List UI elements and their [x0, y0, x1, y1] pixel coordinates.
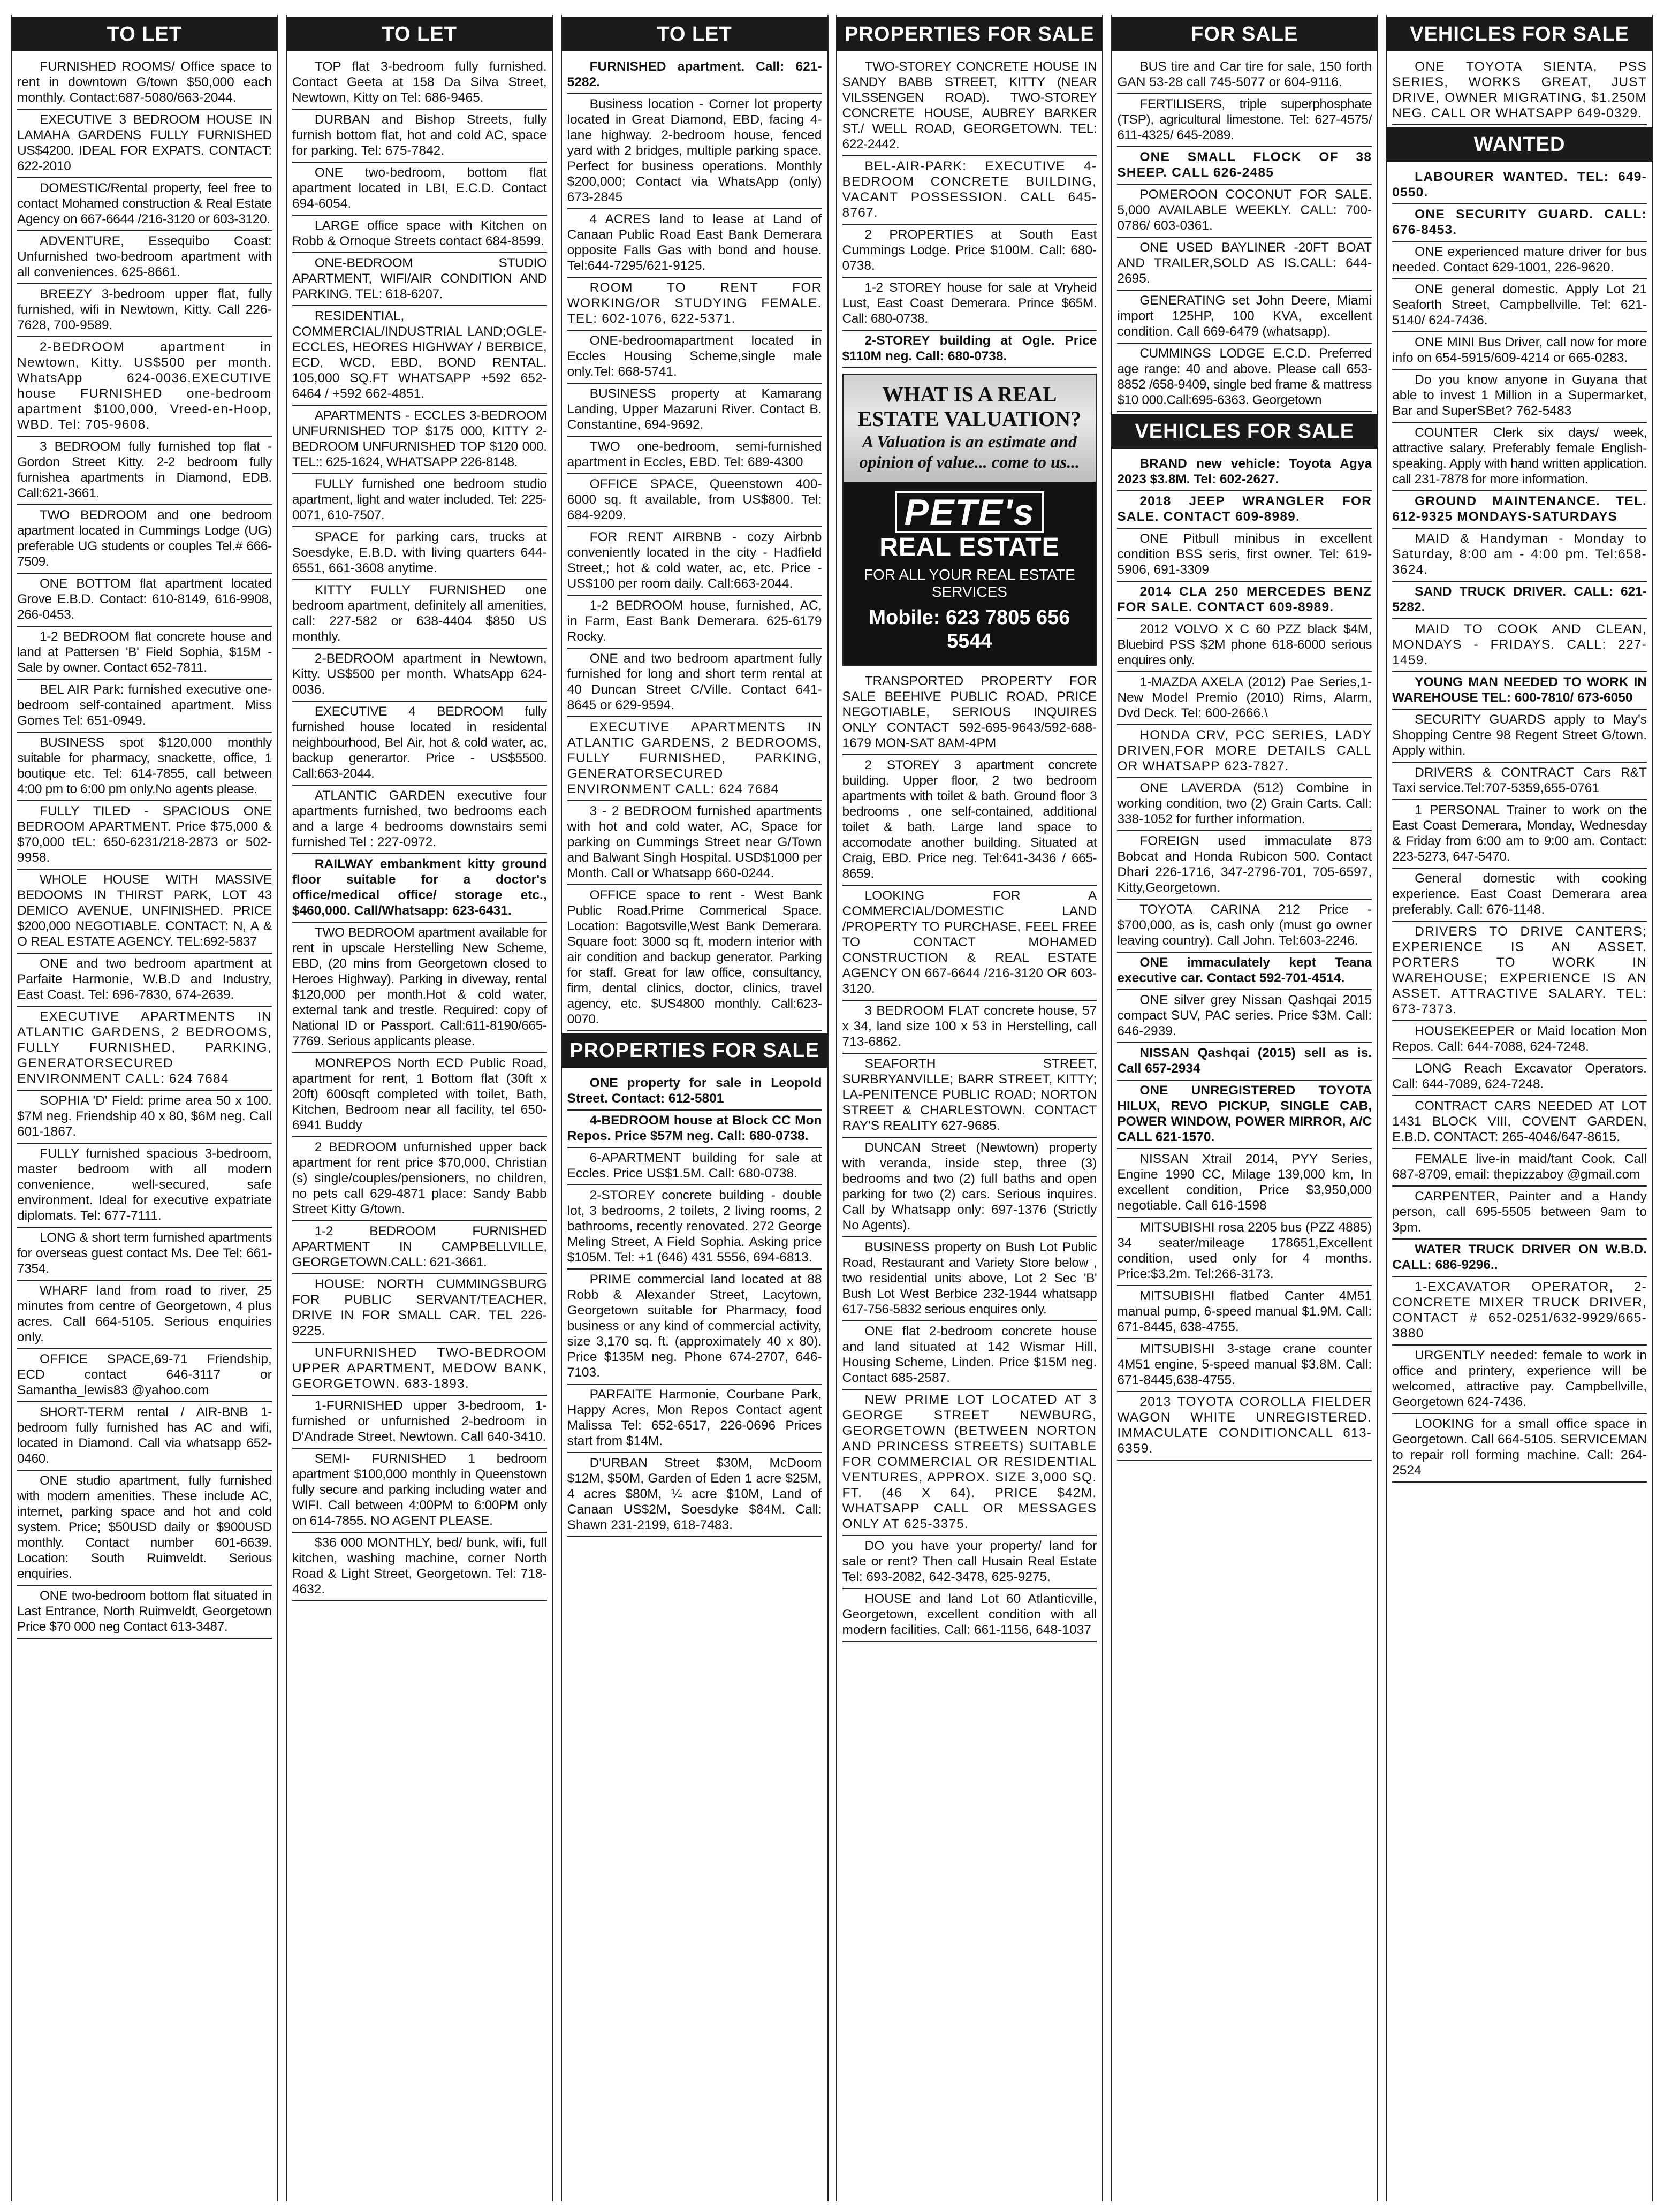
- classified-ad: OFFICE SPACE, Queenstown 400-6000 sq. ft available, from US$800. Tel: 684-9209.: [567, 474, 822, 527]
- classified-ad: 2 BEDROOM unfurnished upper back apartment for rent price $70,000, Christian (s) single/couples/pensioners, no children, no pets call 629-4871 place: Sandy Babb Street Kitty G/town.: [292, 1137, 547, 1221]
- classified-ad: FOR RENT AIRBNB - cozy Airbnb conveniently located in the city - Hadfield Street,; hot & cold water, ac, etc. Price - US$100 per room daily. Call:663-2044.: [567, 527, 822, 596]
- classified-ad: ROOM TO RENT FOR WORKING/OR STUDYING FEMALE. TEL: 602-1076, 622-5371.: [567, 278, 822, 331]
- classified-ad: 3 BEDROOM fully furnished top flat - Gordon Street Kitty. 2-2 bedroom fully furnishea apartments in Diamond, EDB. Call:621-3661.: [17, 437, 272, 505]
- classified-ad: FERTILISERS, triple superphosphate (TSP), agricultural limestone. Tel: 627-4575/ 611-4325/ 645-2089.: [1117, 94, 1372, 147]
- classified-ad: FEMALE live-in maid/tant Cook. Call 687-8709, email: thepizzaboy @gmail.com: [1392, 1149, 1647, 1187]
- classified-ad: TRANSPORTED PROPERTY FOR SALE BEEHIVE PUBLIC ROAD, PRICE NEGOTIABLE, SERIOUS INQUIRES ONLY CONTACT 592-695-9643/592-688-1679 MON-SAT 8AM-4PM: [842, 671, 1097, 755]
- classified-ad: EXECUTIVE 4 BEDROOM fully furnished house located in residental neighbourhood, Bel Air, hot & cold water, ac, backup generartor. Price - US$5500. Call:663-2044.: [292, 702, 547, 786]
- classified-ad: ONE TOYOTA SIENTA, PSS SERIES, WORKS GREAT, JUST DRIVE, OWNER MIGRATING, $1.250M NEG. CALL OR WHATSAPP 649-0329.: [1392, 57, 1647, 125]
- classified-ad: EXECUTIVE APARTMENTS IN ATLANTIC GARDENS, 2 BEDROOMS, FULLY FURNISHED, PARKING, GENERATORSECURED ENVIRONMENT CALL: 624 7684: [567, 717, 822, 801]
- classified-ad: ONE-BEDROOM STUDIO APARTMENT, WIFI/AIR CONDITION AND PARKING. TEL: 618-6207.: [292, 253, 547, 306]
- section-header: VEHICLES FOR SALE: [1112, 414, 1377, 449]
- valuation-question: WHAT IS A REAL ESTATE VALUATION?: [857, 382, 1082, 431]
- company-tagline: FOR ALL YOUR REAL ESTATE SERVICES: [864, 566, 1075, 600]
- classified-ad: 1 PERSONAL Trainer to work on the East Coast Demerara, Monday, Wednesday & Friday from 6:00 am to 9:00 am. Contact: 223-5273, 647-5470.: [1392, 800, 1647, 869]
- classified-ad: RESIDENTIAL, COMMERCIAL/INDUSTRIAL LAND;OGLE-ECCLES, HEORES HIGHWAY / BERBICE, ECD, WCD, EBD, BOND RENTAL. 105,000 SQ.FT WHATSAPP +592 652-6464 / +592 662-4851.: [292, 306, 547, 406]
- classified-ad: ADVENTURE, Essequibo Coast: Unfurnished two-bedroom apartment with all conveniences. 625-8661.: [17, 231, 272, 284]
- classified-ad: SECURITY GUARDS apply to May's Shopping Centre 98 Regent Street G/town. Apply within.: [1392, 710, 1647, 763]
- classified-ad: 1-2 BEDROOM house, furnished, AC, in Farm, East Bank Demerara. 625-6179 Rocky.: [567, 596, 822, 649]
- classified-ad: ONE BOTTOM flat apartment located Grove E.B.D. Contact: 610-8149, 616-9908, 266-0453.: [17, 574, 272, 627]
- column-for-sale: [1111, 15, 1378, 2201]
- classified-ad: ATLANTIC GARDEN executive four apartments furnished, two bedrooms each and a large 4 bedrooms downstairs semi furnished Tel : 227-0972.: [292, 786, 547, 854]
- classified-ad: BUS tire and Car tire for sale, 150 forth GAN 53-28 call 745-5077 or 604-9116.: [1117, 57, 1372, 94]
- classified-ad: TWO-STOREY CONCRETE HOUSE IN SANDY BABB STREET, KITTY (NEAR VILSSENGEN ROAD). TWO-STOREY CONCRETE HOUSE, AUBREY BARKER ST./ WELL ROAD, GEORGETOWN. TEL: 622-2442.: [842, 57, 1097, 156]
- section-header: PROPERTIES FOR SALE: [837, 17, 1103, 51]
- section-header: TO LET: [12, 17, 277, 51]
- classified-ad: UNFURNISHED TWO-BEDROOM UPPER APARTMENT, MEDOW BANK, GEORGETOWN. 683-1893.: [292, 1343, 547, 1396]
- section-header: TO LET: [562, 17, 827, 51]
- classified-ad: SOPHIA 'D' Field: prime area 50 x 100. $7M neg. Friendship 40 x 80, $6M neg. Call 601-1867.: [17, 1091, 272, 1144]
- classified-ad: NISSAN Qashqai (2015) sell as is. Call 657-2934: [1117, 1043, 1372, 1081]
- classified-ad: LARGE office space with Kitchen on Robb & Ornoque Streets contact 684-8599.: [292, 216, 547, 253]
- classified-ad: LONG Reach Excavator Operators. Call: 644-7089, 624-7248.: [1392, 1059, 1647, 1096]
- classified-ad: APARTMENTS - ECCLES 3-BEDROOM UNFURNISHED TOP $175 000, KITTY 2-BEDROOM UNFURNISHED TOP $120 000. TEL:: 625-1624, WHATSAPP 226-8148.: [292, 406, 547, 474]
- classified-ad: ONE immaculately kept Teana executive car. Contact 592-701-4514.: [1117, 953, 1372, 990]
- classified-ad: TWO BEDROOM and one bedroom apartment located in Cummings Lodge (UG) preferable UG students or couples Tel.# 666-7509.: [17, 505, 272, 574]
- classified-ad: ONE USED BAYLINER -20FT BOAT AND TRAILER,SOLD AS IS.CALL: 644-2695.: [1117, 238, 1372, 291]
- classified-ad: DOMESTIC/Rental property, feel free to contact Mohamed construction & Real Estate Agency on 667-6644 /216-3120 or 603-3120.: [17, 178, 272, 231]
- classified-ad: SPACE for parking cars, trucks at Soesdyke, E.B.D. with living quarters 644-6551, 661-3608 anytime.: [292, 527, 547, 580]
- classified-ad: TWO BEDROOM apartment available for rent in upscale Herstelling New Scheme, EBD, (20 mins from Georgetown closed to Heroes Highway). Parking in diveway, rental $120,000 per month.Hot & cold water, external tank and trestle. Required: copy of National ID or Passport. Call:611-8190/665-7769. Serious applicants please.: [292, 923, 547, 1053]
- classified-ad: DUNCAN Street (Newtown) property with veranda, inside step, three (3) bedrooms and two (2) full baths and open parking for two (2) cars. Serious inquires. Call by Whatsapp only: 697-1376 (Strictly No Agents).: [842, 1138, 1097, 1237]
- classified-ad: HOUSE and land Lot 60 Atlanticville, Georgetown, excellent condition with all modern facilities. Call: 661-1156, 648-1037: [842, 1589, 1097, 1642]
- section-header: VEHICLES FOR SALE: [1387, 17, 1652, 51]
- classified-ad: DO you have your property/ land for sale or rent? Then call Husain Real Estate Tel: 693-2082, 642-3478, 625-9275.: [842, 1536, 1097, 1589]
- classified-ad: FOREIGN used immaculate 873 Bobcat and Honda Rubicon 500. Contact Dhari 226-1716, 347-2796-701, 705-6597, Kitty,Georgetown.: [1117, 831, 1372, 900]
- classified-ad: BRAND new vehicle: Toyota Agya 2023 $3.8M. Tel: 602-2627.: [1117, 454, 1372, 491]
- classified-ad: GENERATING set John Deere, Miami import 125HP, 100 KVA, excellent condition. Call 669-6479 (whatsapp).: [1117, 291, 1372, 344]
- classified-ad: POMEROON COCONUT FOR SALE. 5,000 AVAILABLE WEEKLY. CALL: 700-0786/ 603-0361.: [1117, 185, 1372, 238]
- classified-ad: BREEZY 3-bedroom upper flat, fully furnished, wifi in Newtown, Kitty. Call 226-7628, 700-9589.: [17, 284, 272, 337]
- classified-ad: FULLY furnished one bedroom studio apartment, light and water included. Tel: 225-0071, 610-7507.: [292, 474, 547, 527]
- classified-ad: BEL-AIR-PARK: EXECUTIVE 4-BEDROOM CONCRETE BUILDING, VACANT POSSESSION. CALL 645-8767.: [842, 156, 1097, 225]
- classified-ad: BUSINESS spot $120,000 monthly suitable for pharmacy, snackette, office, 1 boutique etc. Tel: 614-7855, call between 4:00 pm to 6:00 pm only.No agents please.: [17, 733, 272, 801]
- classified-ad: 1-MAZDA AXELA (2012) Pae Series,1- New Model Premio (2010) Rims, Alarm, Dvd Deck. Tel: 600-2666.\: [1117, 672, 1372, 725]
- classified-ad: SEAFORTH STREET, SURBRYANVILLE; BARR STREET, KITTY; LA-PENITENCE PUBLIC ROAD; NORTON STREET & CHARLESTOWN. CONTACT RAY'S REALITY 627-9685.: [842, 1054, 1097, 1138]
- classified-ad: ONE UNREGISTERED TOYOTA HILUX, REVO PICKUP, SINGLE CAB, POWER WINDOW, POWER MIRROR, A/C CALL 621-1570.: [1117, 1081, 1372, 1149]
- classified-ad: HOUSEKEEPER or Maid location Mon Repos. Call: 644-7088, 624-7248.: [1392, 1021, 1647, 1059]
- classified-ad: NISSAN Xtrail 2014, PYY Series, Engine 1990 CC, Milage 139,000 km, In excellent condition, Price $3,950,000 negotiable. Call 616-1598: [1117, 1149, 1372, 1218]
- classified-ad: KITTY FULLY FURNISHED one bedroom apartment, definitely all amenities, call: 227-582 or 638-4404 $850 US monthly.: [292, 580, 547, 649]
- classified-ad: ONE two-bedroom, bottom flat apartment located in LBI, E.C.D. Contact 694-6054.: [292, 163, 547, 216]
- classified-ad: WATER TRUCK DRIVER ON W.B.D. CALL: 686-9296..: [1392, 1240, 1647, 1277]
- column-properties-for-sale: [836, 15, 1104, 2201]
- classified-ad: 1-2 STOREY house for sale at Vryheid Lust, East Coast Demerara. Prince $65M. Call: 680-0738.: [842, 278, 1097, 331]
- classified-ad: MITSUBISHI 3-stage crane counter 4M51 engine, 5-speed manual $3.8M. Call: 671-8445,638-4755.: [1117, 1339, 1372, 1392]
- classified-ad: WHOLE HOUSE WITH MASSIVE BEDOOMS IN THIRST PARK, LOT 43 DEMICO AVENUE, UNFINISHED. PRICE $200,000 NEGOTIABLE. CONTACT: N, A & O REAL ESTATE AGENCY. TEL:692-5837: [17, 870, 272, 954]
- classified-ad: TOP flat 3-bedroom fully furnished. Contact Geeta at 158 Da Silva Street, Newtown, Kitty on Tel: 686-9465.: [292, 57, 547, 110]
- classified-ad: OFFICE SPACE,69-71 Friendship, ECD contact 646-3117 or Samantha_lewis83 @yahoo.com: [17, 1349, 272, 1402]
- classified-ad: ONE SECURITY GUARD. CALL: 676-8453.: [1392, 204, 1647, 242]
- classified-ad: URGENTLY needed: female to work in office and printery, experience will be welcomed, attractive pay. Campbellville, Georgetown 624-7436.: [1392, 1346, 1647, 1414]
- classified-ad: SAND TRUCK DRIVER. CALL: 621-5282.: [1392, 582, 1647, 619]
- classified-ad: SEMI- FURNISHED 1 bedroom apartment $100,000 monthly in Queenstown fully secure and parking including water and WIFI. Call between 4:00PM to 6:00PM only on 614-7855. NO AGENT PLEASE.: [292, 1449, 547, 1533]
- classified-ad: LONG & short term furnished apartments for overseas guest contact Ms. Dee Tel: 661-7354.: [17, 1228, 272, 1281]
- classified-ad: General domestic with cooking experience. East Coast Demerara area preferably. Call: 676-1148.: [1392, 869, 1647, 922]
- classified-ad: 3 BEDROOM FLAT concrete house, 57 x 34, land size 100 x 53 in Herstelling, call 713-6862.: [842, 1001, 1097, 1054]
- classified-ad: NEW PRIME LOT LOCATED AT 3 GEORGE STREET NEWBURG, GEORGETOWN (BETWEEN NORTON AND PRINCESS STREETS) SUITABLE FOR COMMERCIAL OR RESIDENTIAL VENTURES, APPROX. SIZE 3,000 SQ. FT. (46 X 64). PRICE $42M. WHATSAPP CALL OR MESSAGES ONLY AT 625-3375.: [842, 1390, 1097, 1536]
- classified-ad: 2014 CLA 250 MERCEDES BENZ FOR SALE. CONTACT 609-8989.: [1117, 582, 1372, 619]
- classified-ad: ONE MINI Bus Driver, call now for more info on 654-5915/609-4214 or 665-0283.: [1392, 332, 1647, 370]
- classified-ad: ONE LAVERDA (512) Combine in working condition, two (2) Grain Carts. Call: 338-1052 for further information.: [1117, 778, 1372, 831]
- classified-ad: ONE studio apartment, fully furnished with modern amenities. These include AC, internet, parking space and hot and cold system. Price; $50USD daily or $900USD monthly. Contact number 601-6639. Location: South Ruimveldt. Serious enquiries.: [17, 1471, 272, 1586]
- classified-ad: ONE SMALL FLOCK OF 38 SHEEP. CALL 626-2485: [1117, 147, 1372, 185]
- company-phone: Mobile: 623 7805 656 5544: [869, 606, 1070, 652]
- section-header: FOR SALE: [1112, 17, 1377, 51]
- classified-ad: DRIVERS & CONTRACT Cars R&T Taxi service.Tel:707-5359,655-0761: [1392, 763, 1647, 800]
- classified-ad: DURBAN and Bishop Streets, fully furnish bottom flat, hot and cold AC, space for parking. Tel: 675-7842.: [292, 110, 547, 163]
- section-header: TO LET: [287, 17, 552, 51]
- classified-ad: PARFAITE Harmonie, Courbane Park, Happy Acres, Mon Repos Contact agent Malissa Tel: 652-6517, 226-0696 Prices start from $14M.: [567, 1385, 822, 1453]
- classified-ad: GROUND MAINTENANCE. TEL. 612-9325 MONDAYS-SATURDAYS: [1392, 491, 1647, 529]
- classified-ad: ONE property for sale in Leopold Street. Contact: 612-5801: [567, 1073, 822, 1111]
- classified-ad: TOYOTA CARINA 212 Price - $700,000, as is, cash only (must go owner leaving country). Call John. Tel:603-2246.: [1117, 900, 1372, 953]
- valuation-banner: [844, 375, 1096, 482]
- classified-ad: 2013 TOYOTA COROLLA FIELDER WAGON WHITE UNREGISTERED. IMMACULATE CONDITIONCALL 613-6359.: [1117, 1392, 1372, 1461]
- classified-ad: 4-BEDROOM house at Block CC Mon Repos. Price $57M neg. Call: 680-0738.: [567, 1111, 822, 1148]
- classified-ad: ONE and two bedroom apartment fully furnished for long and short term rental at 40 Duncan Street C/Ville. Contact 641-8645 or 629-9594.: [567, 649, 822, 717]
- company-name: REAL ESTATE: [879, 533, 1060, 561]
- classified-ad: Do you know anyone in Guyana that able to invest 1 Million in a Supermarket, Bar and SuperSBet? 762-5483: [1392, 370, 1647, 423]
- classified-ad: YOUNG MAN NEEDED TO WORK IN WAREHOUSE TEL: 600-7810/ 673-6050: [1392, 672, 1647, 710]
- classified-ad: 4 ACRES land to lease at Land of Canaan Public Road East Bank Demerara opposite Falls Gas with bond and house. Tel:644-7295/621-9125.: [567, 209, 822, 278]
- classified-ad: OFFICE space to rent - West Bank Public Road.Prime Commerical Space. Location: Bagotsville,West Bank Demerara. Square foot: 3000 sq ft, modern interior with air condition and backup generator. Parking for staff. Great for law office, consultancy, firm, dental clinics, doctor, clinics, travel agency, etc. $US4800 monthly. Call:623-0070.: [567, 885, 822, 1031]
- classified-ad: 2 STOREY 3 apartment concrete building. Upper floor, 2 two bedroom apartments with toilet & bath. Ground floor 3 bedrooms , one self-contained, additional toilet & bath. Large land space to accomodate another building. Situated at Craig, EBD. Price neg. Tel:641-3436 / 665-8659.: [842, 755, 1097, 886]
- classified-ad: DRIVERS TO DRIVE CANTERS; EXPERIENCE IS AN ASSET. PORTERS TO WORK IN WAREHOUSE; EXPERIENCE IS AN ASSET. ATTRACTIVE SALARY. TEL: 673-7373.: [1392, 922, 1647, 1021]
- classified-ad: ONE two-bedroom bottom flat situated in Last Entrance, North Ruimveldt, Georgetown Price $70 000 neg Contact 613-3487.: [17, 1586, 272, 1639]
- classified-ad: 2-BEDROOM apartment in Newtown, Kitty. US$500 per month. WhatsApp 624-0036.: [292, 649, 547, 702]
- classified-ad: CONTRACT CARS NEEDED AT LOT 1431 BLOCK VIII, COVENT GARDEN, E.B.D. CONTACT: 265-4046/647-8615.: [1392, 1096, 1647, 1149]
- classified-ad: BUSINESS property on Bush Lot Public Road, Restaurant and Variety Store below , two residential units above, Lot 2 Sec 'B' Bush Lot West Berbice 232-1944 whatsapp 617-756-5832 serious enquires only.: [842, 1237, 1097, 1321]
- classified-ad: LABOURER WANTED. TEL: 649-0550.: [1392, 167, 1647, 204]
- section-header: WANTED: [1387, 127, 1652, 162]
- section-header: PROPERTIES FOR SALE: [562, 1033, 827, 1068]
- classified-ad: ONE flat 2-bedroom concrete house and land situated at 142 Wismar Hill, Housing Scheme, Linden. Price $15M neg. Contact 685-2587.: [842, 1321, 1097, 1390]
- classified-ad: FULLY TILED - SPACIOUS ONE BEDROOM APARTMENT. Price $75,000 & $70,000 tEL: 650-6231/218-2873 or 502-9958.: [17, 801, 272, 870]
- classified-ad: MAID & Handyman - Monday to Saturday, 8:00 am - 4:00 pm. Tel:658-3624.: [1392, 529, 1647, 582]
- company-logo: PETE's: [895, 491, 1045, 533]
- classified-ad: BEL AIR Park: furnished executive one-bedroom self-contained apartment. Miss Gomes Tel: 651-0949.: [17, 680, 272, 733]
- classified-ad: MONREPOS North ECD Public Road, apartment for rent, 1 Bottom flat (30ft x 20ft) 600sqft completed with toilet, Bath, Kitchen, Bedroom near all facility, tel 650-6941 Buddy: [292, 1053, 547, 1137]
- column-to-let-1: [11, 15, 278, 2201]
- classified-ad: COUNTER Clerk six days/ week, attractive salary. Preferably female English-speaking. Apply with hand written application. call 231-7878 for more information.: [1392, 423, 1647, 491]
- classified-ad: 1-2 BEDROOM FURNISHED APARTMENT IN CAMPBELLVILLE, GEORGETOWN.CALL: 621-3661.: [292, 1221, 547, 1274]
- classified-ad: LOOKING for a small office space in Georgetown. Call 664-5105. SERVICEMAN to repair roll forming machine. Call: 264-2524: [1392, 1414, 1647, 1483]
- classified-ad: 2-STOREY building at Ogle. Price $110M neg. Call: 680-0738.: [842, 331, 1097, 368]
- classified-ad: SHORT-TERM rental / AIR-BNB 1-bedroom fully furnished has AC and wifi, located in Diamond. Call via whatsapp 652-0460.: [17, 1402, 272, 1471]
- real-estate-advertisement: [842, 374, 1097, 666]
- classified-ad: ONE general domestic. Apply Lot 21 Seaforth Street, Campbellville. Tel: 621-5140/ 624-7436.: [1392, 279, 1647, 332]
- classified-ad: MITSUBISHI flatbed Canter 4M51 manual pump, 6-speed manual $1.9M. Call: 671-8445, 638-4755.: [1117, 1286, 1372, 1339]
- column-to-let-properties: [561, 15, 829, 2201]
- classified-ad: 1-FURNISHED upper 3-bedroom, 1-furnished or unfurnished 2-bedroom in D'Andrade Street, Newtown. Call 640-3410.: [292, 1396, 547, 1449]
- column-vehicles-wanted: [1386, 15, 1653, 2201]
- classified-ad: 2018 JEEP WRANGLER FOR SALE. CONTACT 609-8989.: [1117, 491, 1372, 529]
- classified-ad: WHARF land from road to river, 25 minutes from centre of Georgetown, 4 plus acres. Call 664-5105. Serious enquiries only.: [17, 1281, 272, 1349]
- classified-ad: CARPENTER, Painter and a Handy person, call 695-5505 between 9am to 3pm.: [1392, 1187, 1647, 1240]
- classified-ad: FULLY furnished spacious 3-bedroom, master bedroom with all modern convenience, well-secured, safe environment. Ideal for executive expatriate diplomats. Tel: 677-7111.: [17, 1144, 272, 1228]
- company-banner: [844, 482, 1096, 665]
- classified-ad: D'URBAN Street $30M, McDoom $12M, $50M, Garden of Eden 1 acre $25M, 4 acres $80M, ¼ acre $10M, Land of Canaan US$2M, Soesdyke $84M. Call: Shawn 231-2199, 618-7483.: [567, 1453, 822, 1537]
- classified-ad: PRIME commercial land located at 88 Robb & Alexander Street, Lacytown, Georgetown suitable for Pharmacy, food business or any kind of commercial activity, size 3,170 sq. ft. (approximately 40 x 80). Price $135M neg. Phone 674-2707, 646-7103.: [567, 1270, 822, 1385]
- classified-ad: Business location - Corner lot property located in Great Diamond, EBD, facing 4-lane highway. 2-bedroom house, fenced yard with 2 bridges, multiple parking space. Perfect for business operations. Monthly $200,000; Contact via WhatsApp (only) 673-2845: [567, 94, 822, 209]
- classified-ad: 2-BEDROOM apartment in Newtown, Kitty. US$500 per month. WhatsApp 624-0036.EXECUTIVE house FURNISHED one-bedroom apartment $100,000, Vreed-en-Hoop, WBD. Tel: 705-9608.: [17, 337, 272, 437]
- classified-ad: MAID TO COOK AND CLEAN, MONDAYS - FRIDAYS. CALL: 227-1459.: [1392, 619, 1647, 672]
- classified-ad: 1-EXCAVATOR OPERATOR, 2- CONCRETE MIXER TRUCK DRIVER, CONTACT # 652-0251/632-9929/665-3880: [1392, 1277, 1647, 1346]
- classified-ad: CUMMINGS LODGE E.C.D. Preferred age range: 40 and above. Please call 653-8852 /658-9409, single bed frame & mattress $10 000.Call:695-6363. Georgetown: [1117, 344, 1372, 412]
- classified-ad: ONE silver grey Nissan Qashqai 2015 compact SUV, PAC series. Price $3M. Call: 646-2939.: [1117, 990, 1372, 1043]
- classified-ad: 2012 VOLVO X C 60 PZZ black $4M, Bluebird PSS $2M phone 618-6000 serious enquires only.: [1117, 619, 1372, 672]
- classified-ad: 2-STOREY concrete building - double lot, 3 bedrooms, 2 toilets, 2 living rooms, 2 bathrooms, recently renovated. 272 George Meling Street, A Field Sophia. Asking price $105M. Tel: +1 (646) 431 5556, 694-6813.: [567, 1185, 822, 1270]
- classified-ad: BUSINESS property at Kamarang Landing, Upper Mazaruni River. Contact B. Constantine, 694-9692.: [567, 384, 822, 437]
- classified-ad: RAILWAY embankment kitty ground floor suitable for a doctor's office/medical office/ storage etc., $460,000. Call/Whatsapp: 623-6431.: [292, 854, 547, 923]
- classified-ad: ONE-bedroomapartment located in Eccles Housing Scheme,single male only.Tel: 668-5741.: [567, 331, 822, 384]
- classified-ad: 1-2 BEDROOM flat concrete house and land at Pattersen 'B' Field Sophia, $15M - Sale by owner. Contact 652-7811.: [17, 627, 272, 680]
- classified-ad: $36 000 MONTHLY, bed/ bunk, wifi, full kitchen, washing machine, corner North Road & Light Street, Georgetown. Tel: 718-4632.: [292, 1533, 547, 1601]
- valuation-answer: A Valuation is an estimate and opinion of value... come to us...: [859, 432, 1080, 472]
- classified-ad: HONDA CRV, PCC SERIES, LADY DRIVEN,FOR MORE DETAILS CALL OR WHATSAPP 623-7827.: [1117, 725, 1372, 778]
- classified-ad: ONE and two bedroom apartment at Parfaite Harmonie, W.B.D and Industry, East Coast. Tel: 696-7830, 674-2639.: [17, 954, 272, 1007]
- classified-ad: TWO one-bedroom, semi-furnished apartment in Eccles, EBD. Tel: 689-4300: [567, 437, 822, 474]
- classified-ad: ONE experienced mature driver for bus needed. Contact 629-1001, 226-9620.: [1392, 242, 1647, 279]
- classified-ad: FURNISHED apartment. Call: 621-5282.: [567, 57, 822, 94]
- classified-ad: EXECUTIVE APARTMENTS IN ATLANTIC GARDENS, 2 BEDROOMS, FULLY FURNISHED, PARKING, GENERATORSECURED ENVIRONMENT CALL: 624 7684: [17, 1007, 272, 1091]
- classified-ad: EXECUTIVE 3 BEDROOM HOUSE IN LAMAHA GARDENS FULLY FURNISHED US$4200. IDEAL FOR EXPATS. CONTACT: 622-2010: [17, 110, 272, 178]
- classified-ad: HOUSE: NORTH CUMMINGSBURG FOR PUBLIC SERVANT/TEACHER, DRIVE IN FOR SMALL CAR. TEL 226-9225.: [292, 1274, 547, 1343]
- classified-ad: MITSUBISHI rosa 2205 bus (PZZ 4885) 34 seater/mileage 178651,Excellent condition, used only for 4 months. Price:$3.2m. Tel:266-3173.: [1117, 1218, 1372, 1286]
- classified-ad: FURNISHED ROOMS/ Office space to rent in downtown G/town $50,000 each monthly. Contact:687-5080/663-2044.: [17, 57, 272, 110]
- classified-ad: ONE Pitbull minibus in excellent condition BSS seris, first owner. Tel: 619-5906, 691-3309: [1117, 529, 1372, 582]
- classified-ad: 6-APARTMENT building for sale at Eccles. Price US$1.5M. Call: 680-0738.: [567, 1148, 822, 1185]
- column-to-let-2: [286, 15, 553, 2201]
- classified-ad: 3 - 2 BEDROOM furnished apartments with hot and cold water, AC, Space for parking on Cummings Street near G/Town and Balwant Singh Hospital. USD$1000 per Month. Call or Whatsapp 660-0244.: [567, 801, 822, 885]
- classified-ad: 2 PROPERTIES at South East Cummings Lodge. Price $100M. Call: 680-0738.: [842, 225, 1097, 278]
- classified-ad: LOOKING FOR A COMMERCIAL/DOMESTIC LAND /PROPERTY TO PURCHASE, FEEL FREE TO CONTACT MOHAMED CONSTRUCTION & REAL ESTATE AGENCY ON 667-6644 /216-3120 OR 603-3120.: [842, 886, 1097, 1001]
